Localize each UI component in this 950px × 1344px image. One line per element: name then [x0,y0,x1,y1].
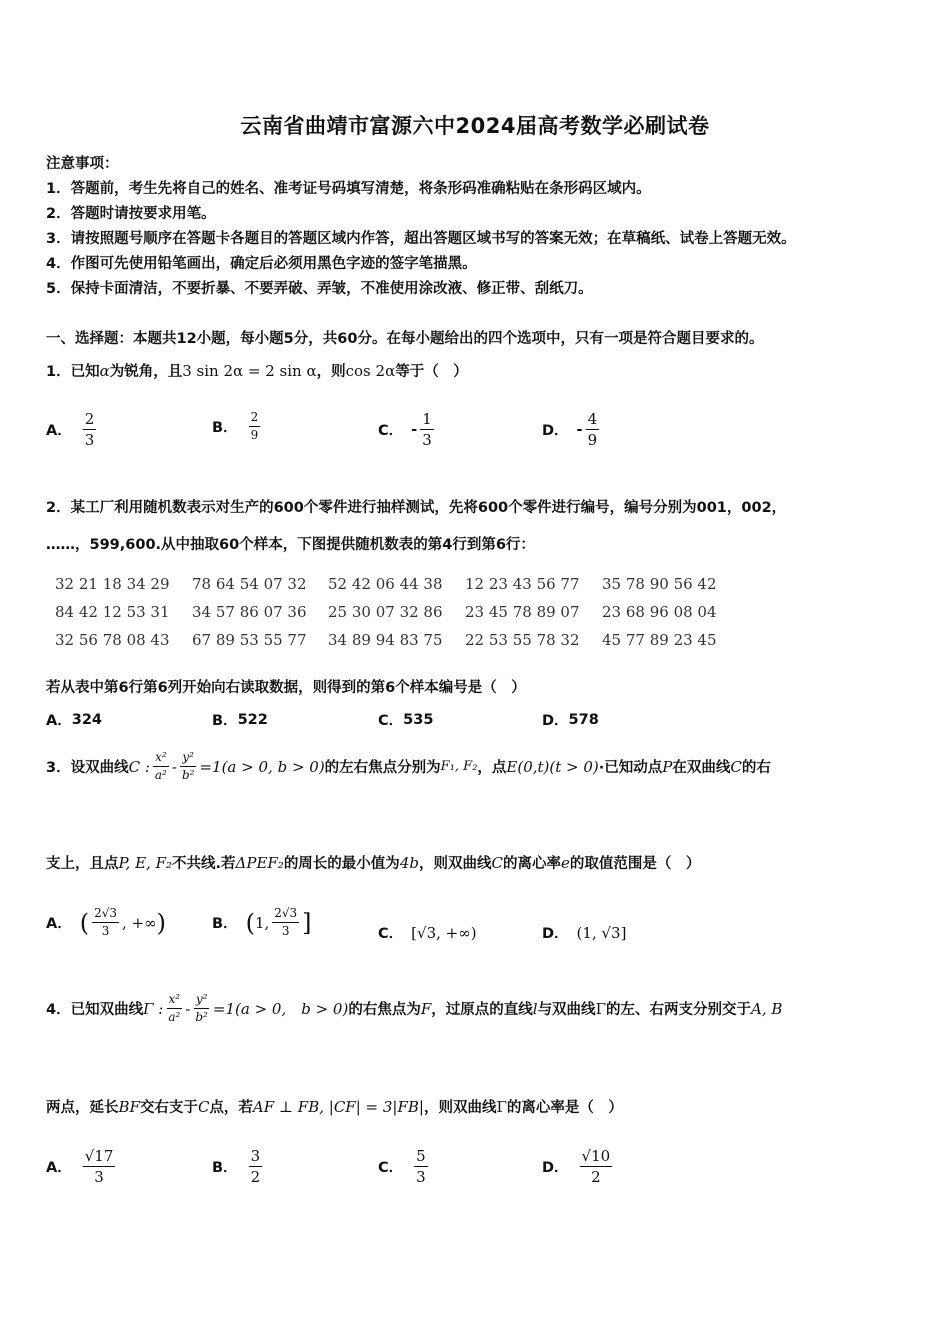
page-title: 云南省曲靖市富源六中2024届高考数学必刷试卷 [240,114,710,138]
q3-option-d: D． (1, √3] [542,923,627,942]
question-1-stem: 1．已知α为锐角，且3 sin 2α = 2 sin α，则cos 2α等于（ ） [46,362,468,380]
q3-hyperbola: C : $\frac{\text{x²}}{\text{a²}}$ - $\frac{\text{y²}}{\text{b²}}$ =1(a > 0, b > 0) [128,750,325,782]
question-4-line-2: 两点，延长BF交右支于C点，若AF ⊥ FB, |CF| = 3|FB|，则双曲线Γ的离心率是（ ） [46,1098,623,1116]
q4-option-c: C． $\frac{5}{3}$ [378,1147,426,1186]
q1-option-c: C． - $\frac{1}{3}$ [378,410,432,449]
q3-option-c: C． [√3, +∞) [378,923,477,942]
question-4-line-1: 4．已知双曲线 Γ : $\frac{\text{x²}}{\text{a²}}$ - $\frac{\text{y²}}{\text{b²}}$ =1(a > 0, b > 0) 的右焦点为 F ，过原点的直线 l 与双曲线 Γ 的左、右两支分别交于 A, B [46,992,783,1024]
question-2-line-1: 2．某工厂利用随机数表示对生产的600个零件进行抽样测试，先将600个零件进行编号，编号分别为001，002， [46,500,787,516]
exam-page: 云南省曲靖市富源六中2024届高考数学必刷试卷 注意事项： 1．答题前，考生先将自己的姓名、准考证号码填写清楚，将条形码准确粘贴在条形码区域内。 2．答题时请按要求用笔。 3．请按照题号顺序在答题卡各题目的答题区域内作答，超出答题区域书写的答案无效；在草稿纸、试卷上答题无效。 4．作图可先使用铅笔画出，确定后必须用黑色字迹的签字笔描黑。 5．保持卡面清洁，不要折暴、不要弄破、弄皱，不准使用涂改液、修正带、刮纸刀。 一、选择题：本题共12小题，每小题5分，共60分。在每小题给出的四个选项中，只有一项是符合题目要求的。 1．已知α为锐角，且3 sin 2α = 2 sin α，则cos 2α等于（ ） A． $\frac{2}{3}$ B． $\frac{2}{9}$ C． - $\frac{1}{3}$ D． - $\frac{4}{9}$ 2．某工厂利用随机数表示对生产的600个零件进行抽样测试，先将600个零件进行编号，编号分别为001，002， ……，599,600.从中抽取60个样本，下图提供随机数表的第4行到第6行： 32 21 18 34 29 78 64 54 07 32 52 42 06 44 38 12 23 43 56 77 35 78 90 56 42 84 42 12 53 31 34 57 86 07 36 25 30 07 32 86 23 45 78 89 07 23 68 96 08 04 32 56 78 08 43 67 89 53 55 77 34 89 94 83 75 22 53 55 78 32 45 77 89 23 45 若从表中第6行第6列开始向右读取数据，则得到的第6个样本编号是（ ） A． 324 B． 522 C． 535 D． 578 3．设双曲线 C : $\frac{\text{x²}}{\text{a²}}$ - $\frac{\text{y²}}{\text{b²}}$ =1(a > 0, b > 0) 的左右焦点分别为 F₁, F₂ ，点 E(0,t)(t > 0) ·已知动点 P 在双曲线 C 的右 支上，且点P, E, F₂不共线.若ΔPEF₂的周长的最小值为4b，则双曲线C的离心率e的取值范围是（ ） A． ( $\frac{2√3}{3}$ , +∞ ) B． ( 1, $\frac{2√3}{3}$ ] C． [√3, +∞) D． (1, √3] 4．已知双曲线 Γ : $\frac{\text{x²}}{\text{a²}}$ - $\frac{\text{y²}}{\text{b²}}$ =1(a > 0, b > 0) 的右焦点为 F ，过原点的直线 l 与双曲线 Γ 的左、右两支分别交于 A, B 两点，延长BF交右支于C点，若AF ⊥ FB, |CF| = 3|FB|，则双曲线Γ的离心率是（ ） A． $\frac{√17}{3}$ B． $\frac{3}{2}$ C． $\frac{5}{3}$ D． $\frac{√10}{2}$ [0,0,950,1344]
q1-equation: 3 sin 2α = 2 sin α [182,362,317,380]
notice-item-1: 1．答题前，考生先将自己的姓名、准考证号码填写清楚，将条形码准确粘贴在条形码区域内。 [46,181,651,197]
notice-item-4: 4．作图可先使用铅笔画出，确定后必须用黑色字迹的签字笔描黑。 [46,256,477,272]
notice-heading: 注意事项： [46,156,119,172]
q4-option-a: A． $\frac{√17}{3}$ [46,1147,114,1186]
q1-option-b: B． $\frac{2}{9}$ [212,410,259,442]
q2-option-d: D． 578 [542,711,599,729]
question-2-line-3: 若从表中第6行第6列开始向右读取数据，则得到的第6个样本编号是（ ） [46,680,526,696]
q4-hyperbola: Γ : $\frac{\text{x²}}{\text{a²}}$ - $\frac{\text{y²}}{\text{b²}}$ =1(a > 0, b > 0) [143,992,349,1024]
q2-option-b: B． 522 [212,711,268,729]
q4-option-d: D． $\frac{√10}{2}$ [542,1147,611,1186]
q3-option-b: B． ( 1, $\frac{2√3}{3}$ ] [212,906,312,938]
q2-option-c: C． 535 [378,711,434,729]
notice-item-5: 5．保持卡面清洁，不要折暴、不要弄破、弄皱，不准使用涂改液、修正带、刮纸刀。 [46,281,593,297]
q1-option-d: D． - $\frac{4}{9}$ [542,410,598,449]
question-3-line-1: 3．设双曲线 C : $\frac{\text{x²}}{\text{a²}}$ - $\frac{\text{y²}}{\text{b²}}$ =1(a > 0, b > 0) 的左右焦点分别为 F₁, F₂ ，点 E(0,t)(t > 0) ·已知动点 P 在双曲线 C 的右 [46,750,771,782]
q1-option-a: A． $\frac{2}{3}$ [46,410,95,449]
section-heading: 一、选择题：本题共12小题，每小题5分，共60分。在每小题给出的四个选项中，只有一项是符合题目要求的。 [46,331,764,347]
notice-item-3: 3．请按照题号顺序在答题卡各题目的答题区域内作答，超出答题区域书写的答案无效；在草稿纸、试卷上答题无效。 [46,231,796,247]
q1-target: cos 2α [345,362,396,380]
question-2-line-2: ……，599,600.从中抽取60个样本，下图提供随机数表的第4行到第6行： [46,537,535,553]
q3-option-a: A． ( $\frac{2√3}{3}$ , +∞ ) [46,906,167,938]
q2-option-a: A． 324 [46,711,103,729]
question-3-line-2: 支上，且点P, E, F₂不共线.若ΔPEF₂的周长的最小值为4b，则双曲线C的离心率e的取值范围是（ ） [46,854,701,872]
notice-item-2: 2．答题时请按要求用笔。 [46,206,216,222]
q4-option-b: B． $\frac{3}{2}$ [212,1147,261,1186]
